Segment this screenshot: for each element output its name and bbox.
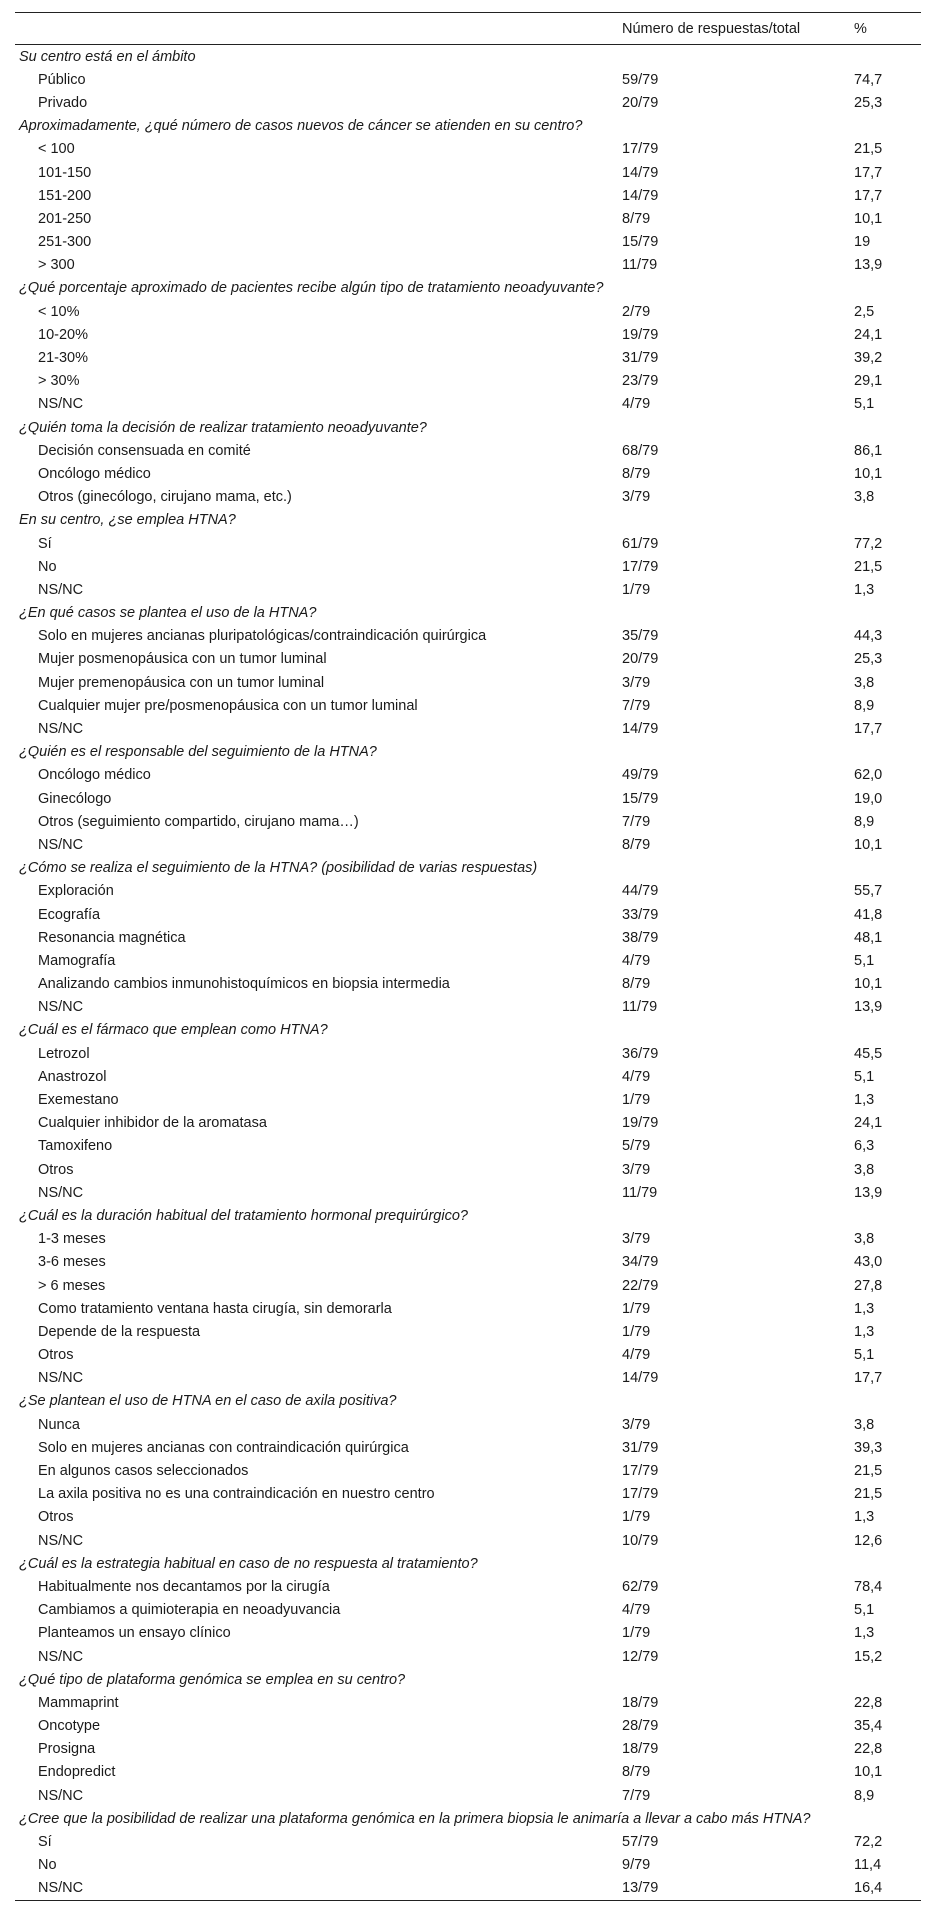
section-title-row bbox=[15, 602, 921, 625]
answer-label: Otros (seguimiento compartido, cirujano mama…) bbox=[38, 813, 359, 830]
table-row bbox=[15, 1599, 921, 1622]
table-row bbox=[15, 1112, 921, 1135]
table-row bbox=[15, 764, 921, 787]
response-percent: 21,5 bbox=[854, 1463, 883, 1480]
response-percent: 8,9 bbox=[854, 1787, 875, 1804]
response-percent: 78,4 bbox=[854, 1578, 883, 1595]
answer-label: NS/NC bbox=[38, 1648, 84, 1665]
response-count: 7/79 bbox=[622, 697, 651, 714]
response-count: 20/79 bbox=[622, 651, 659, 668]
response-percent: 19,0 bbox=[854, 790, 883, 807]
table-row bbox=[15, 949, 921, 972]
response-percent: 72,2 bbox=[854, 1834, 883, 1851]
response-percent: 25,3 bbox=[854, 94, 883, 111]
response-count: 23/79 bbox=[622, 373, 659, 390]
table-row bbox=[15, 1761, 921, 1784]
answer-label: Sí bbox=[38, 535, 52, 552]
response-percent: 17,7 bbox=[854, 721, 883, 738]
answer-label: NS/NC bbox=[38, 1184, 84, 1201]
response-percent: 55,7 bbox=[854, 883, 883, 900]
response-count: 34/79 bbox=[622, 1254, 659, 1271]
response-percent: 1,3 bbox=[854, 1509, 875, 1526]
table-row bbox=[15, 254, 921, 277]
table-header bbox=[15, 13, 921, 45]
response-percent: 45,5 bbox=[854, 1045, 883, 1062]
section-title: En su centro, ¿se emplea HTNA? bbox=[19, 512, 236, 529]
response-count: 61/79 bbox=[622, 535, 659, 552]
response-percent: 13,9 bbox=[854, 257, 883, 274]
response-percent: 24,1 bbox=[854, 1115, 883, 1132]
table-row bbox=[15, 578, 921, 601]
section-title-row bbox=[15, 1390, 921, 1413]
response-percent: 74,7 bbox=[854, 71, 883, 88]
response-count: 17/79 bbox=[622, 1463, 659, 1480]
response-percent: 6,3 bbox=[854, 1138, 875, 1155]
section-title-row bbox=[15, 1204, 921, 1227]
response-percent: 16,4 bbox=[854, 1880, 883, 1897]
table-row bbox=[15, 370, 921, 393]
response-count: 7/79 bbox=[622, 1787, 651, 1804]
answer-label: 1-3 meses bbox=[38, 1231, 106, 1248]
table-row bbox=[15, 462, 921, 485]
answer-label: Planteamos un ensayo clínico bbox=[38, 1625, 231, 1642]
response-percent: 8,9 bbox=[854, 697, 875, 714]
table-row bbox=[15, 833, 921, 856]
response-count: 15/79 bbox=[622, 790, 659, 807]
answer-label: Oncólogo médico bbox=[38, 767, 151, 784]
table-row bbox=[15, 1274, 921, 1297]
response-count: 19/79 bbox=[622, 326, 659, 343]
table-row bbox=[15, 346, 921, 369]
answer-label: Sí bbox=[38, 1834, 52, 1851]
answer-label: Exploración bbox=[38, 883, 114, 900]
table-row bbox=[15, 1251, 921, 1274]
section-title-row bbox=[15, 45, 921, 68]
table-row bbox=[15, 1784, 921, 1807]
response-percent: 5,1 bbox=[854, 1347, 875, 1364]
response-percent: 25,3 bbox=[854, 651, 883, 668]
response-percent: 17,7 bbox=[854, 164, 883, 181]
response-count: 10/79 bbox=[622, 1532, 659, 1549]
response-count: 4/79 bbox=[622, 396, 651, 413]
answer-label: Otros bbox=[38, 1161, 74, 1178]
answer-label: Exemestano bbox=[38, 1092, 119, 1109]
response-count: 28/79 bbox=[622, 1718, 659, 1735]
response-count: 8/79 bbox=[622, 1764, 651, 1781]
table-row bbox=[15, 1830, 921, 1853]
answer-label: En algunos casos seleccionados bbox=[38, 1463, 249, 1480]
response-count: 1/79 bbox=[622, 1509, 651, 1526]
response-count: 4/79 bbox=[622, 1602, 651, 1619]
response-count: 1/79 bbox=[622, 1323, 651, 1340]
response-percent: 48,1 bbox=[854, 929, 883, 946]
table-row bbox=[15, 1436, 921, 1459]
survey-results-table bbox=[15, 12, 921, 1901]
answer-label: Prosigna bbox=[38, 1741, 96, 1758]
table-row bbox=[15, 1854, 921, 1877]
answer-label: 101-150 bbox=[38, 164, 92, 181]
table-row bbox=[15, 138, 921, 161]
section-title-row bbox=[15, 1807, 921, 1830]
section-title: ¿En qué casos se plantea el uso de la HTNA? bbox=[19, 605, 317, 622]
table-row bbox=[15, 1344, 921, 1367]
answer-label: Ecografía bbox=[38, 906, 101, 923]
response-count: 5/79 bbox=[622, 1138, 651, 1155]
answer-label: Habitualmente nos decantamos por la cirugía bbox=[38, 1578, 330, 1595]
table-row bbox=[15, 1529, 921, 1552]
answer-label: NS/NC bbox=[38, 581, 84, 598]
response-percent: 1,3 bbox=[854, 1323, 875, 1340]
response-percent: 8,9 bbox=[854, 813, 875, 830]
table-row bbox=[15, 207, 921, 230]
response-percent: 24,1 bbox=[854, 326, 883, 343]
table-row bbox=[15, 1645, 921, 1668]
section-title-row bbox=[15, 416, 921, 439]
table-row bbox=[15, 1483, 921, 1506]
answer-label: 21-30% bbox=[38, 350, 88, 367]
table-row bbox=[15, 996, 921, 1019]
table-row bbox=[15, 161, 921, 184]
answer-label: No bbox=[38, 1857, 57, 1874]
answer-label: Otros bbox=[38, 1347, 74, 1364]
answer-label: Privado bbox=[38, 94, 88, 111]
section-title: Aproximadamente, ¿qué número de casos nuevos de cáncer se atienden en su centro? bbox=[19, 118, 583, 135]
response-percent: 39,3 bbox=[854, 1439, 883, 1456]
table-row bbox=[15, 717, 921, 740]
response-count: 44/79 bbox=[622, 883, 659, 900]
section-title: ¿Qué porcentaje aproximado de pacientes recibe algún tipo de tratamiento neoadyuvante? bbox=[19, 280, 604, 297]
answer-label: > 6 meses bbox=[38, 1277, 106, 1294]
table-row bbox=[15, 1065, 921, 1088]
response-percent: 10,1 bbox=[854, 465, 883, 482]
section-title: ¿Cuál es la duración habitual del tratamiento hormonal prequirúrgico? bbox=[19, 1207, 468, 1224]
response-percent: 5,1 bbox=[854, 952, 875, 969]
table-row bbox=[15, 1088, 921, 1111]
section-title-row bbox=[15, 115, 921, 138]
response-count: 14/79 bbox=[622, 187, 659, 204]
answer-label: NS/NC bbox=[38, 1787, 84, 1804]
answer-label: Tamoxifeno bbox=[38, 1138, 113, 1155]
answer-label: 251-300 bbox=[38, 234, 92, 251]
answer-label: Público bbox=[38, 71, 86, 88]
response-percent: 62,0 bbox=[854, 767, 883, 784]
response-percent: 2,5 bbox=[854, 303, 875, 320]
answer-label: Resonancia magnética bbox=[38, 929, 186, 946]
response-percent: 21,5 bbox=[854, 141, 883, 158]
table-body bbox=[15, 45, 921, 1900]
answer-label: Mamografía bbox=[38, 952, 116, 969]
table-row bbox=[15, 486, 921, 509]
response-percent: 5,1 bbox=[854, 1602, 875, 1619]
response-count: 1/79 bbox=[622, 1092, 651, 1109]
answer-label: NS/NC bbox=[38, 1880, 84, 1897]
response-count: 8/79 bbox=[622, 210, 651, 227]
answer-label: < 100 bbox=[38, 141, 75, 158]
response-count: 3/79 bbox=[622, 674, 651, 691]
response-count: 20/79 bbox=[622, 94, 659, 111]
table-row bbox=[15, 1459, 921, 1482]
response-percent: 5,1 bbox=[854, 396, 875, 413]
answer-label: Como tratamiento ventana hasta cirugía, sin demorarla bbox=[38, 1300, 392, 1317]
section-title-row bbox=[15, 741, 921, 764]
response-percent: 3,8 bbox=[854, 674, 875, 691]
response-percent: 21,5 bbox=[854, 1486, 883, 1503]
section-title: ¿Cree que la posibilidad de realizar una plataforma genómica en la primera biopsia le animaría a llevar a cabo más HTNA? bbox=[19, 1810, 811, 1827]
answer-label: Nunca bbox=[38, 1416, 80, 1433]
response-count: 62/79 bbox=[622, 1578, 659, 1595]
response-percent: 19 bbox=[854, 234, 871, 251]
response-count: 9/79 bbox=[622, 1857, 651, 1874]
response-count: 18/79 bbox=[622, 1694, 659, 1711]
response-percent: 13,9 bbox=[854, 1184, 883, 1201]
table-row bbox=[15, 1738, 921, 1761]
table-row bbox=[15, 300, 921, 323]
table-row bbox=[15, 1575, 921, 1598]
answer-label: Ginecólogo bbox=[38, 790, 112, 807]
answer-label: Otros bbox=[38, 1509, 74, 1526]
answer-label: 151-200 bbox=[38, 187, 92, 204]
answer-label: Anastrozol bbox=[38, 1068, 107, 1085]
table-row bbox=[15, 810, 921, 833]
table-row bbox=[15, 68, 921, 91]
response-count: 33/79 bbox=[622, 906, 659, 923]
response-count: 15/79 bbox=[622, 234, 659, 251]
response-percent: 39,2 bbox=[854, 350, 883, 367]
table-row bbox=[15, 91, 921, 114]
response-percent: 1,3 bbox=[854, 1092, 875, 1109]
response-percent: 41,8 bbox=[854, 906, 883, 923]
answer-label: Analizando cambios inmunohistoquímicos en biopsia intermedia bbox=[38, 976, 450, 993]
response-count: 49/79 bbox=[622, 767, 659, 784]
answer-label: 3-6 meses bbox=[38, 1254, 106, 1271]
response-percent: 22,8 bbox=[854, 1694, 883, 1711]
section-title-row bbox=[15, 1552, 921, 1575]
answer-label: > 300 bbox=[38, 257, 75, 274]
response-count: 1/79 bbox=[622, 581, 651, 598]
table-row bbox=[15, 926, 921, 949]
response-percent: 17,7 bbox=[854, 187, 883, 204]
answer-label: No bbox=[38, 558, 57, 575]
response-count: 68/79 bbox=[622, 442, 659, 459]
table-row bbox=[15, 973, 921, 996]
response-percent: 1,3 bbox=[854, 1625, 875, 1642]
response-count: 1/79 bbox=[622, 1625, 651, 1642]
section-title-row bbox=[15, 857, 921, 880]
response-count: 35/79 bbox=[622, 628, 659, 645]
table-row bbox=[15, 1181, 921, 1204]
table-row bbox=[15, 694, 921, 717]
response-count: 4/79 bbox=[622, 1347, 651, 1364]
answer-label: Depende de la respuesta bbox=[38, 1323, 201, 1340]
table-row bbox=[15, 1320, 921, 1343]
section-title-row bbox=[15, 1019, 921, 1042]
response-percent: 1,3 bbox=[854, 1300, 875, 1317]
answer-label: 201-250 bbox=[38, 210, 92, 227]
table-row bbox=[15, 555, 921, 578]
response-count: 4/79 bbox=[622, 1068, 651, 1085]
table-row bbox=[15, 1158, 921, 1181]
table-row bbox=[15, 1042, 921, 1065]
header-percent: % bbox=[854, 20, 867, 37]
response-percent: 15,2 bbox=[854, 1648, 883, 1665]
response-count: 1/79 bbox=[622, 1300, 651, 1317]
response-count: 22/79 bbox=[622, 1277, 659, 1294]
answer-label: Cambiamos a quimioterapia en neoadyuvancia bbox=[38, 1602, 341, 1619]
answer-label: Cualquier inhibidor de la aromatasa bbox=[38, 1115, 267, 1132]
answer-label: < 10% bbox=[38, 303, 80, 320]
table-row bbox=[15, 1367, 921, 1390]
section-title: Su centro está en el ámbito bbox=[19, 48, 196, 65]
response-count: 19/79 bbox=[622, 1115, 659, 1132]
response-count: 17/79 bbox=[622, 558, 659, 575]
response-percent: 10,1 bbox=[854, 976, 883, 993]
answer-label: La axila positiva no es una contraindicación en nuestro centro bbox=[38, 1486, 435, 1503]
response-count: 17/79 bbox=[622, 1486, 659, 1503]
response-percent: 3,8 bbox=[854, 1416, 875, 1433]
table-row bbox=[15, 1622, 921, 1645]
answer-label: NS/NC bbox=[38, 1370, 84, 1387]
table-row bbox=[15, 880, 921, 903]
table-row bbox=[15, 1135, 921, 1158]
answer-label: Oncólogo médico bbox=[38, 465, 151, 482]
table-row bbox=[15, 323, 921, 346]
answer-label: NS/NC bbox=[38, 836, 84, 853]
response-count: 11/79 bbox=[622, 999, 658, 1016]
table-row bbox=[15, 1691, 921, 1714]
answer-label: Oncotype bbox=[38, 1718, 101, 1735]
section-title: ¿Qué tipo de plataforma genómica se emplea en su centro? bbox=[19, 1671, 406, 1688]
answer-label: Solo en mujeres ancianas pluripatológicas/contraindicación quirúrgica bbox=[38, 628, 487, 645]
response-percent: 17,7 bbox=[854, 1370, 883, 1387]
table-row bbox=[15, 1413, 921, 1436]
section-title-row bbox=[15, 509, 921, 532]
response-count: 31/79 bbox=[622, 1439, 659, 1456]
section-title: ¿Cuál es la estrategia habitual en caso de no respuesta al tratamiento? bbox=[19, 1555, 478, 1572]
response-percent: 10,1 bbox=[854, 1764, 883, 1781]
section-title: ¿Cómo se realiza el seguimiento de la HTNA? (posibilidad de varias respuestas) bbox=[19, 860, 538, 877]
response-percent: 3,8 bbox=[854, 1161, 875, 1178]
answer-label: > 30% bbox=[38, 373, 80, 390]
answer-label: NS/NC bbox=[38, 396, 84, 413]
response-percent: 27,8 bbox=[854, 1277, 883, 1294]
table-row bbox=[15, 231, 921, 254]
response-count: 3/79 bbox=[622, 1231, 651, 1248]
response-percent: 44,3 bbox=[854, 628, 883, 645]
section-title: ¿Se plantean el uso de HTNA en el caso de axila positiva? bbox=[19, 1393, 397, 1410]
section-title-row bbox=[15, 277, 921, 300]
answer-label: Cualquier mujer pre/posmenopáusica con un tumor luminal bbox=[38, 697, 418, 714]
table-row bbox=[15, 648, 921, 671]
response-percent: 29,1 bbox=[854, 373, 883, 390]
response-percent: 12,6 bbox=[854, 1532, 883, 1549]
response-count: 14/79 bbox=[622, 1370, 659, 1387]
table-row bbox=[15, 625, 921, 648]
answer-label: NS/NC bbox=[38, 999, 84, 1016]
response-count: 3/79 bbox=[622, 489, 651, 506]
answer-label: Otros (ginecólogo, cirujano mama, etc.) bbox=[38, 489, 292, 506]
response-count: 14/79 bbox=[622, 721, 659, 738]
response-count: 7/79 bbox=[622, 813, 651, 830]
response-count: 13/79 bbox=[622, 1880, 659, 1897]
response-count: 14/79 bbox=[622, 164, 659, 181]
response-percent: 1,3 bbox=[854, 581, 875, 598]
answer-label: Endopredict bbox=[38, 1764, 116, 1781]
response-count: 8/79 bbox=[622, 836, 651, 853]
response-percent: 22,8 bbox=[854, 1741, 883, 1758]
table-row bbox=[15, 1877, 921, 1900]
response-count: 8/79 bbox=[622, 465, 651, 482]
answer-label: 10-20% bbox=[38, 326, 88, 343]
response-count: 11/79 bbox=[622, 257, 658, 274]
section-title: ¿Cuál es el fármaco que emplean como HTNA? bbox=[19, 1022, 328, 1039]
table-row bbox=[15, 903, 921, 926]
response-count: 31/79 bbox=[622, 350, 659, 367]
response-count: 11/79 bbox=[622, 1184, 658, 1201]
response-percent: 13,9 bbox=[854, 999, 883, 1016]
response-count: 57/79 bbox=[622, 1834, 659, 1851]
response-count: 12/79 bbox=[622, 1648, 659, 1665]
table-row bbox=[15, 1297, 921, 1320]
answer-label: Mujer posmenopáusica con un tumor luminal bbox=[38, 651, 327, 668]
response-count: 59/79 bbox=[622, 71, 659, 88]
answer-label: Letrozol bbox=[38, 1045, 90, 1062]
response-percent: 21,5 bbox=[854, 558, 883, 575]
response-count: 4/79 bbox=[622, 952, 651, 969]
response-percent: 10,1 bbox=[854, 836, 883, 853]
table-row bbox=[15, 393, 921, 416]
section-title: ¿Quién es el responsable del seguimiento de la HTNA? bbox=[19, 744, 377, 761]
response-count: 2/79 bbox=[622, 303, 651, 320]
response-count: 3/79 bbox=[622, 1161, 651, 1178]
response-percent: 3,8 bbox=[854, 1231, 875, 1248]
table-row bbox=[15, 532, 921, 555]
response-percent: 3,8 bbox=[854, 489, 875, 506]
table-row bbox=[15, 671, 921, 694]
response-percent: 77,2 bbox=[854, 535, 883, 552]
response-percent: 35,4 bbox=[854, 1718, 883, 1735]
response-percent: 5,1 bbox=[854, 1068, 875, 1085]
response-percent: 10,1 bbox=[854, 210, 883, 227]
section-title: ¿Quién toma la decisión de realizar tratamiento neoadyuvante? bbox=[19, 419, 427, 436]
response-count: 3/79 bbox=[622, 1416, 651, 1433]
table-row bbox=[15, 1715, 921, 1738]
header-responses: Número de respuestas/total bbox=[622, 20, 801, 37]
table-row bbox=[15, 184, 921, 207]
response-percent: 86,1 bbox=[854, 442, 883, 459]
response-percent: 11,4 bbox=[854, 1857, 882, 1874]
table-row bbox=[15, 787, 921, 810]
response-percent: 43,0 bbox=[854, 1254, 883, 1271]
answer-label: Solo en mujeres ancianas con contraindicación quirúrgica bbox=[38, 1439, 409, 1456]
response-count: 17/79 bbox=[622, 141, 659, 158]
answer-label: Mujer premenopáusica con un tumor luminal bbox=[38, 674, 325, 691]
response-count: 36/79 bbox=[622, 1045, 659, 1062]
response-count: 18/79 bbox=[622, 1741, 659, 1758]
section-title-row bbox=[15, 1668, 921, 1691]
answer-label: NS/NC bbox=[38, 1532, 84, 1549]
answer-label: NS/NC bbox=[38, 721, 84, 738]
response-count: 8/79 bbox=[622, 976, 651, 993]
answer-label: Mammaprint bbox=[38, 1694, 119, 1711]
answer-label: Decisión consensuada en comité bbox=[38, 442, 251, 459]
table-row bbox=[15, 1506, 921, 1529]
table-row bbox=[15, 1228, 921, 1251]
response-count: 38/79 bbox=[622, 929, 659, 946]
table-row bbox=[15, 439, 921, 462]
